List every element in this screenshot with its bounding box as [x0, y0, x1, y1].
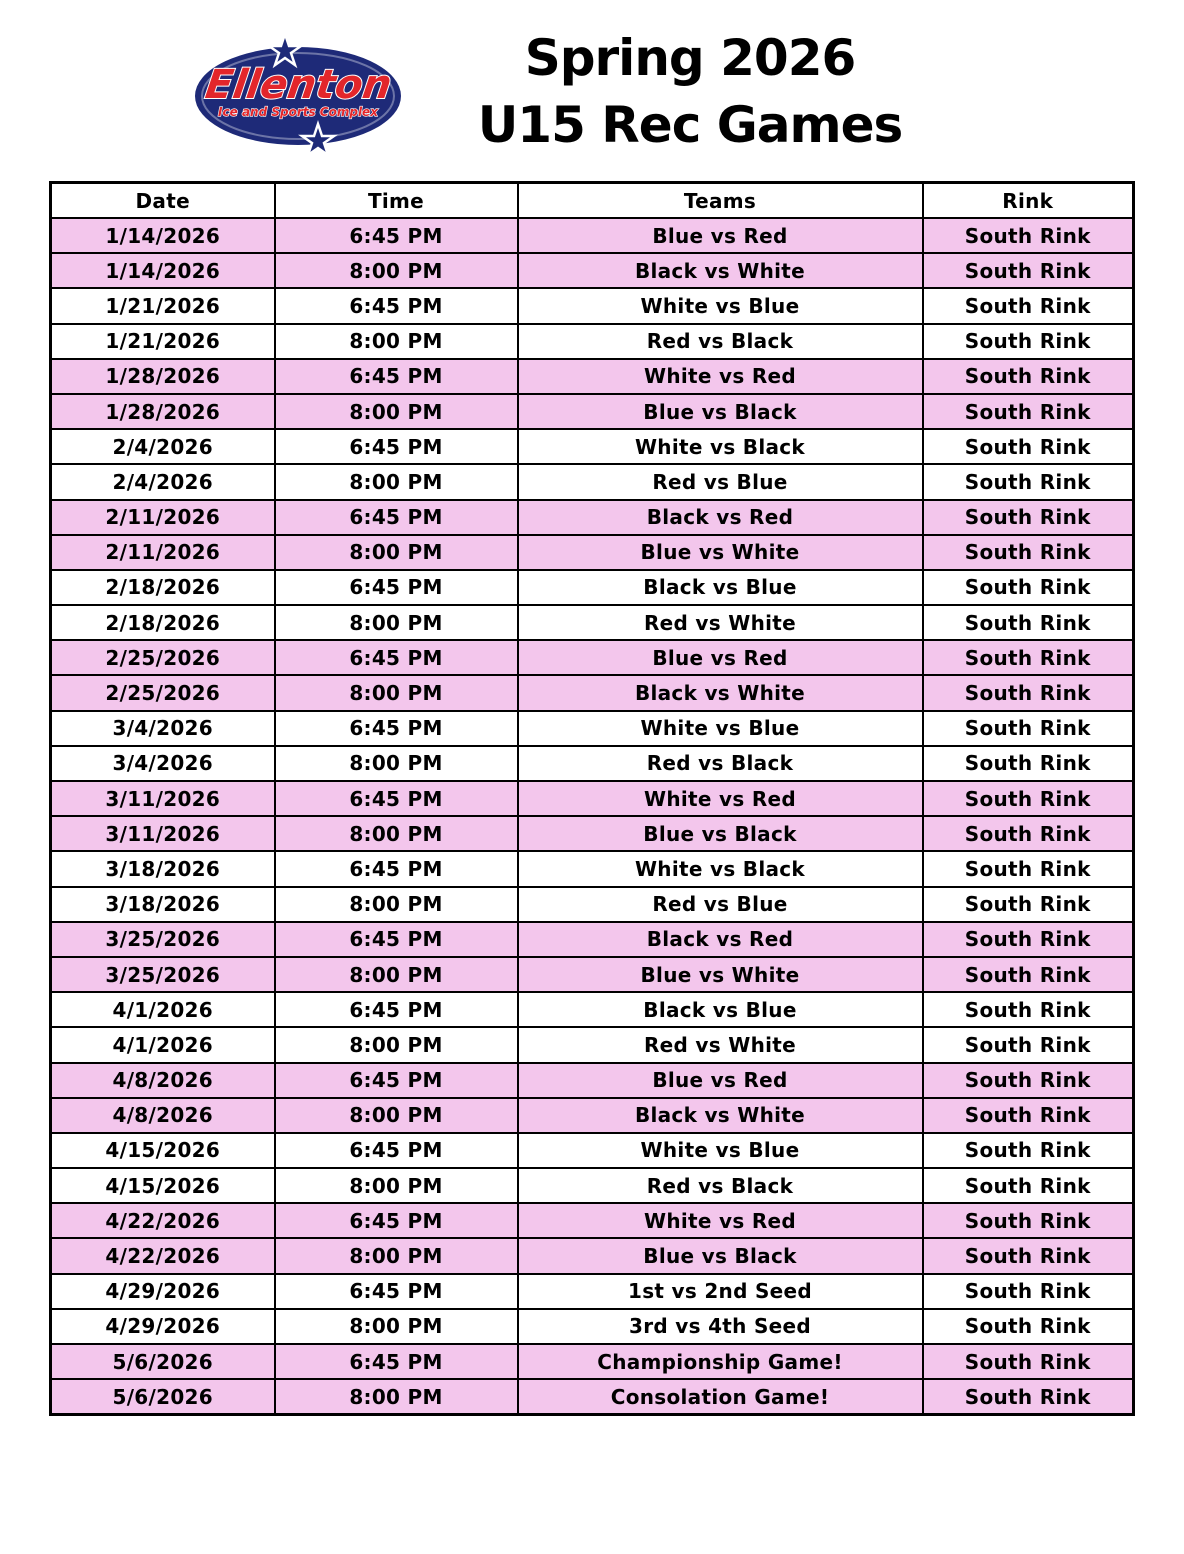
cell-date: 2/11/2026: [51, 535, 275, 570]
cell-date: 4/29/2026: [51, 1274, 275, 1309]
table-row: [51, 429, 1134, 464]
cell-teams: Red vs Blue: [518, 887, 923, 922]
table-row: [51, 781, 1134, 816]
cell-teams: 3rd vs 4th Seed: [518, 1309, 923, 1344]
cell-rink: South Rink: [923, 394, 1134, 429]
cell-rink: South Rink: [923, 816, 1134, 851]
cell-time: 8:00 PM: [275, 746, 518, 781]
cell-date: 3/25/2026: [51, 957, 275, 992]
cell-teams: Red vs White: [518, 1027, 923, 1062]
cell-date: 2/25/2026: [51, 640, 275, 675]
cell-time: 6:45 PM: [275, 1203, 518, 1238]
cell-teams: Blue vs White: [518, 535, 923, 570]
cell-time: 8:00 PM: [275, 464, 518, 499]
cell-time: 6:45 PM: [275, 1274, 518, 1309]
cell-teams: White vs Black: [518, 851, 923, 886]
cell-time: 8:00 PM: [275, 887, 518, 922]
header-row: [51, 183, 1134, 219]
cell-date: 4/1/2026: [51, 1027, 275, 1062]
cell-rink: South Rink: [923, 605, 1134, 640]
cell-time: 8:00 PM: [275, 394, 518, 429]
cell-time: 8:00 PM: [275, 1168, 518, 1203]
table-row: [51, 464, 1134, 499]
cell-rink: South Rink: [923, 253, 1134, 288]
cell-rink: South Rink: [923, 746, 1134, 781]
cell-rink: South Rink: [923, 711, 1134, 746]
cell-date: 1/21/2026: [51, 288, 275, 323]
table-row: [51, 359, 1134, 394]
cell-teams: Blue vs Black: [518, 816, 923, 851]
header-rink: Rink: [923, 183, 1134, 219]
cell-teams: Black vs Blue: [518, 992, 923, 1027]
cell-teams: Black vs White: [518, 675, 923, 710]
cell-date: 4/22/2026: [51, 1203, 275, 1238]
cell-date: 1/14/2026: [51, 218, 275, 253]
cell-rink: South Rink: [923, 1344, 1134, 1379]
title-season: Spring 2026: [524, 29, 856, 87]
cell-teams: Consolation Game!: [518, 1379, 923, 1415]
cell-date: 1/14/2026: [51, 253, 275, 288]
cell-date: 2/4/2026: [51, 464, 275, 499]
cell-time: 6:45 PM: [275, 851, 518, 886]
cell-date: 3/4/2026: [51, 746, 275, 781]
cell-rink: South Rink: [923, 324, 1134, 359]
cell-teams: White vs Red: [518, 359, 923, 394]
cell-date: 4/22/2026: [51, 1238, 275, 1273]
cell-teams: White vs Black: [518, 429, 923, 464]
cell-teams: 1st vs 2nd Seed: [518, 1274, 923, 1309]
table-row: [51, 1027, 1134, 1062]
cell-teams: White vs Blue: [518, 711, 923, 746]
header-date: Date: [51, 183, 275, 219]
cell-teams: Black vs White: [518, 253, 923, 288]
table-row: [51, 957, 1134, 992]
cell-rink: South Rink: [923, 1274, 1134, 1309]
cell-date: 3/18/2026: [51, 887, 275, 922]
table-row: [51, 535, 1134, 570]
cell-teams: Red vs Black: [518, 746, 923, 781]
cell-date: 3/11/2026: [51, 816, 275, 851]
cell-rink: South Rink: [923, 288, 1134, 323]
title-division: U15 Rec Games: [477, 96, 903, 154]
cell-teams: White vs Red: [518, 1203, 923, 1238]
cell-teams: Black vs Blue: [518, 570, 923, 605]
cell-date: 5/6/2026: [51, 1344, 275, 1379]
table-row: [51, 1309, 1134, 1344]
cell-rink: South Rink: [923, 675, 1134, 710]
table-row: [51, 1168, 1134, 1203]
cell-teams: Red vs Black: [518, 324, 923, 359]
cell-time: 8:00 PM: [275, 605, 518, 640]
cell-date: 4/15/2026: [51, 1133, 275, 1168]
cell-rink: South Rink: [923, 359, 1134, 394]
cell-time: 8:00 PM: [275, 957, 518, 992]
logo-tagline: Ice and Sports Complex: [218, 105, 378, 119]
cell-teams: Black vs Red: [518, 922, 923, 957]
cell-date: 3/25/2026: [51, 922, 275, 957]
table-row: [51, 992, 1134, 1027]
cell-date: 2/11/2026: [51, 500, 275, 535]
cell-rink: South Rink: [923, 1133, 1134, 1168]
cell-teams: Championship Game!: [518, 1344, 923, 1379]
cell-date: 3/18/2026: [51, 851, 275, 886]
table-row: [51, 500, 1134, 535]
cell-teams: Blue vs Black: [518, 394, 923, 429]
cell-time: 6:45 PM: [275, 500, 518, 535]
table-row: [51, 570, 1134, 605]
cell-teams: Red vs Black: [518, 1168, 923, 1203]
table-row: [51, 253, 1134, 288]
cell-time: 8:00 PM: [275, 816, 518, 851]
cell-rink: South Rink: [923, 781, 1134, 816]
cell-date: 3/11/2026: [51, 781, 275, 816]
cell-time: 6:45 PM: [275, 781, 518, 816]
cell-rink: South Rink: [923, 1203, 1134, 1238]
table-row: [51, 1274, 1134, 1309]
cell-teams: Black vs White: [518, 1098, 923, 1133]
cell-time: 6:45 PM: [275, 1133, 518, 1168]
cell-date: 1/21/2026: [51, 324, 275, 359]
cell-date: 4/8/2026: [51, 1098, 275, 1133]
cell-rink: South Rink: [923, 535, 1134, 570]
cell-teams: Blue vs White: [518, 957, 923, 992]
cell-rink: South Rink: [923, 1379, 1134, 1415]
cell-teams: Red vs White: [518, 605, 923, 640]
cell-rink: South Rink: [923, 851, 1134, 886]
cell-rink: South Rink: [923, 1238, 1134, 1273]
table-row: [51, 394, 1134, 429]
cell-date: 3/4/2026: [51, 711, 275, 746]
cell-time: 6:45 PM: [275, 1063, 518, 1098]
cell-rink: South Rink: [923, 922, 1134, 957]
table-row: [51, 640, 1134, 675]
cell-date: 2/4/2026: [51, 429, 275, 464]
cell-rink: South Rink: [923, 1309, 1134, 1344]
cell-time: 6:45 PM: [275, 570, 518, 605]
header-time: Time: [275, 183, 518, 219]
cell-rink: South Rink: [923, 887, 1134, 922]
cell-rink: South Rink: [923, 1098, 1134, 1133]
cell-time: 8:00 PM: [275, 1027, 518, 1062]
table-row: [51, 746, 1134, 781]
cell-teams: Blue vs Black: [518, 1238, 923, 1273]
table-row: [51, 324, 1134, 359]
cell-rink: South Rink: [923, 1168, 1134, 1203]
cell-teams: Blue vs Red: [518, 1063, 923, 1098]
table-row: [51, 1133, 1134, 1168]
cell-teams: Blue vs Red: [518, 640, 923, 675]
table-row: [51, 1063, 1134, 1098]
logo-brand: Ellenton: [202, 62, 395, 108]
cell-date: 1/28/2026: [51, 394, 275, 429]
cell-rink: South Rink: [923, 464, 1134, 499]
cell-rink: South Rink: [923, 1063, 1134, 1098]
cell-rink: South Rink: [923, 640, 1134, 675]
cell-date: 4/15/2026: [51, 1168, 275, 1203]
cell-rink: South Rink: [923, 1027, 1134, 1062]
cell-time: 6:45 PM: [275, 288, 518, 323]
table-row: [51, 1203, 1134, 1238]
cell-time: 8:00 PM: [275, 1379, 518, 1415]
cell-time: 6:45 PM: [275, 640, 518, 675]
table-row: [51, 288, 1134, 323]
cell-time: 6:45 PM: [275, 1344, 518, 1379]
cell-teams: White vs Blue: [518, 1133, 923, 1168]
cell-date: 5/6/2026: [51, 1379, 275, 1415]
cell-time: 8:00 PM: [275, 1309, 518, 1344]
cell-time: 6:45 PM: [275, 992, 518, 1027]
table-row: [51, 1344, 1134, 1379]
cell-date: 4/1/2026: [51, 992, 275, 1027]
cell-time: 6:45 PM: [275, 922, 518, 957]
cell-teams: Blue vs Red: [518, 218, 923, 253]
cell-rink: South Rink: [923, 218, 1134, 253]
cell-rink: South Rink: [923, 570, 1134, 605]
cell-date: 4/29/2026: [51, 1309, 275, 1344]
cell-rink: South Rink: [923, 957, 1134, 992]
cell-date: 2/25/2026: [51, 675, 275, 710]
cell-time: 8:00 PM: [275, 675, 518, 710]
cell-time: 8:00 PM: [275, 535, 518, 570]
page-title: [440, 26, 940, 160]
table-row: [51, 887, 1134, 922]
cell-date: 2/18/2026: [51, 605, 275, 640]
cell-date: 1/28/2026: [51, 359, 275, 394]
cell-time: 8:00 PM: [275, 1098, 518, 1133]
cell-teams: White vs Red: [518, 781, 923, 816]
cell-teams: White vs Blue: [518, 288, 923, 323]
table-row: [51, 218, 1134, 253]
cell-time: 6:45 PM: [275, 359, 518, 394]
cell-rink: South Rink: [923, 429, 1134, 464]
cell-teams: Black vs Red: [518, 500, 923, 535]
cell-date: 2/18/2026: [51, 570, 275, 605]
cell-time: 6:45 PM: [275, 218, 518, 253]
table-row: [51, 675, 1134, 710]
header-teams: Teams: [518, 183, 923, 219]
table-row: [51, 711, 1134, 746]
schedule-body: [51, 218, 1134, 1415]
cell-rink: South Rink: [923, 500, 1134, 535]
cell-time: 8:00 PM: [275, 253, 518, 288]
table-row: [51, 1238, 1134, 1273]
cell-time: 6:45 PM: [275, 711, 518, 746]
cell-time: 8:00 PM: [275, 324, 518, 359]
table-row: [51, 816, 1134, 851]
table-row: [51, 1379, 1134, 1415]
cell-date: 4/8/2026: [51, 1063, 275, 1098]
table-row: [51, 1098, 1134, 1133]
table-row: [51, 605, 1134, 640]
cell-time: 6:45 PM: [275, 429, 518, 464]
cell-time: 8:00 PM: [275, 1238, 518, 1273]
schedule-table: [49, 181, 1135, 1416]
cell-teams: Red vs Blue: [518, 464, 923, 499]
table-row: [51, 922, 1134, 957]
cell-rink: South Rink: [923, 992, 1134, 1027]
ellenton-logo: [190, 32, 405, 160]
table-row: [51, 851, 1134, 886]
